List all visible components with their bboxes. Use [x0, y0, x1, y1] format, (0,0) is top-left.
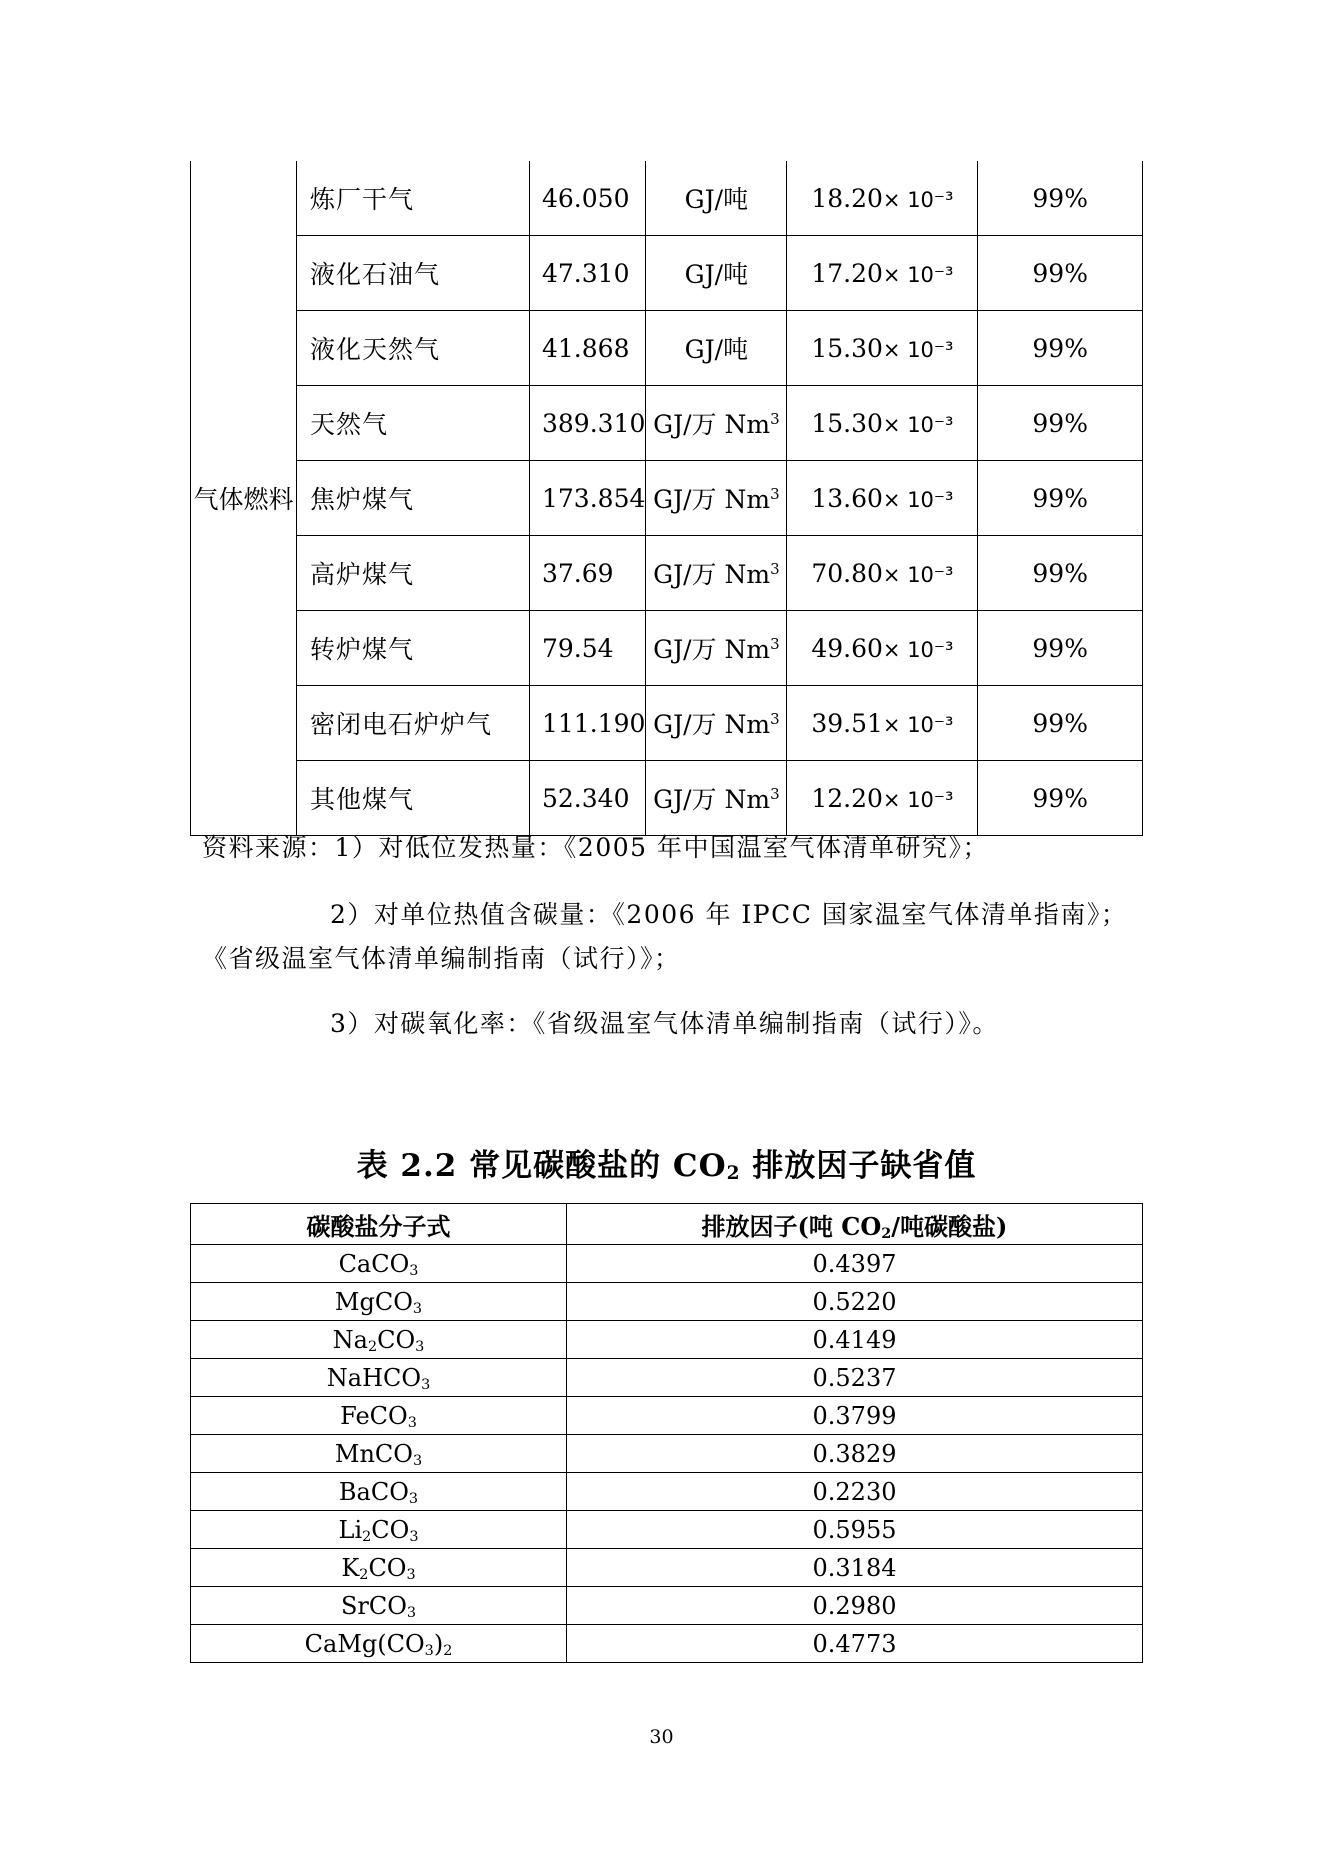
heat-value: 52.340: [530, 761, 646, 836]
formula-sub-2: 3: [406, 1566, 416, 1583]
emission-factor: 0.2230: [567, 1473, 1143, 1511]
fuel-name: 焦炉煤气: [297, 461, 530, 536]
carbon-content: [787, 161, 978, 236]
table-2-title-pre: 表 2.2 常见碳酸盐的 CO: [356, 1148, 727, 1184]
formula-part-1: Li: [338, 1515, 363, 1544]
fuel-table-body: [191, 161, 1143, 836]
formula-sub-1: 2: [362, 1528, 372, 1545]
fuel-name: 液化石油气: [297, 236, 530, 311]
formula-sub-1: 3: [408, 1490, 419, 1507]
heat-value: 47.310: [530, 236, 646, 311]
carbonate-formula: [191, 1245, 567, 1283]
formula-part-2: CO: [377, 1325, 416, 1354]
carbon-exponent: × 10⁻³: [882, 187, 954, 212]
formula-sub-2: 3: [409, 1528, 419, 1545]
heat-unit-main: GJ/万 Nm: [653, 485, 771, 514]
carbonate-formula: [191, 1283, 567, 1321]
formula-part-1: CaMg(CO: [304, 1629, 425, 1658]
formula-sub-1: 3: [424, 1642, 434, 1659]
carbonate-formula: [191, 1511, 567, 1549]
header-formula: 碳酸盐分子式: [191, 1204, 567, 1245]
formula-part-1: K: [341, 1553, 360, 1582]
carbon-exponent: × 10⁻³: [882, 712, 954, 737]
heat-value: 389.310: [530, 386, 646, 461]
table-2-title: [190, 1140, 1143, 1185]
heat-unit: [646, 761, 787, 836]
heat-unit: [646, 461, 787, 536]
formula-part-1: SrCO: [340, 1591, 407, 1620]
fuel-name: 密闭电石炉炉气: [297, 686, 530, 761]
heat-unit-sup: 3: [770, 635, 780, 653]
carbonate-formula: [191, 1397, 567, 1435]
heat-unit: [646, 161, 787, 236]
fuel-name: 转炉煤气: [297, 611, 530, 686]
oxidation-rate: 99%: [978, 311, 1143, 386]
heat-unit: [646, 686, 787, 761]
heat-value: 173.854: [530, 461, 646, 536]
carbon-exponent: × 10⁻³: [882, 412, 954, 437]
formula-sub-1: 3: [407, 1414, 417, 1431]
source-note-1: 资料来源：1）对低位发热量：《2005 年中国温室气体清单研究》；: [202, 833, 989, 862]
heat-value: 46.050: [530, 161, 646, 236]
carbon-base: 15.30: [811, 408, 883, 438]
carbon-exponent: × 10⁻³: [882, 487, 954, 512]
carbonate-formula: [191, 1625, 567, 1663]
formula-part-1: NaHCO: [326, 1363, 422, 1392]
carbonate-formula: [191, 1549, 567, 1587]
fuel-row: [191, 311, 1143, 386]
fuel-row: [191, 686, 1143, 761]
heat-unit-main: GJ/吨: [684, 335, 749, 364]
carbonate-table-header: [191, 1204, 1143, 1245]
carbon-content: [787, 536, 978, 611]
carbonate-row: [191, 1587, 1143, 1625]
header-factor: [567, 1204, 1143, 1245]
formula-part-1: Na: [332, 1325, 368, 1354]
carbonate-row: [191, 1549, 1143, 1587]
oxidation-rate: 99%: [978, 761, 1143, 836]
carbon-exponent: × 10⁻³: [882, 787, 954, 812]
heat-unit: [646, 536, 787, 611]
formula-part-1: MgCO: [334, 1287, 413, 1316]
oxidation-rate: 99%: [978, 236, 1143, 311]
fuel-category: 气体燃料: [191, 161, 297, 836]
emission-factor: 0.5955: [567, 1511, 1143, 1549]
table-2-title-post: 排放因子缺省值: [740, 1148, 977, 1184]
emission-factor: 0.5237: [567, 1359, 1143, 1397]
heat-unit-sup: 3: [770, 560, 780, 578]
formula-sub-2: 3: [415, 1338, 425, 1355]
formula-sub-1: 3: [409, 1262, 419, 1279]
header-factor-sub: 2: [881, 1224, 892, 1242]
carbonate-formula: [191, 1359, 567, 1397]
carbonate-row: [191, 1473, 1143, 1511]
carbonate-row: [191, 1435, 1143, 1473]
heat-value: 41.868: [530, 311, 646, 386]
emission-factor: 0.4149: [567, 1321, 1143, 1359]
emission-factor: 0.3829: [567, 1435, 1143, 1473]
formula-part-1: FeCO: [340, 1401, 408, 1430]
formula-part-2: CO: [371, 1515, 410, 1544]
fuel-row: [191, 611, 1143, 686]
heat-value: 37.69: [530, 536, 646, 611]
fuel-emission-table: [190, 161, 1143, 836]
carbon-exponent: × 10⁻³: [882, 562, 954, 587]
fuel-row: [191, 161, 1143, 236]
carbonate-row: [191, 1245, 1143, 1283]
emission-factor: 0.4773: [567, 1625, 1143, 1663]
emission-factor: 0.3184: [567, 1549, 1143, 1587]
carbonate-row: [191, 1283, 1143, 1321]
formula-sub-1: 3: [412, 1452, 423, 1469]
fuel-name: 炼厂干气: [297, 161, 530, 236]
carbon-exponent: × 10⁻³: [882, 637, 954, 662]
oxidation-rate: 99%: [978, 536, 1143, 611]
heat-unit-main: GJ/万 Nm: [653, 710, 771, 739]
fuel-row: [191, 236, 1143, 311]
oxidation-rate: 99%: [978, 611, 1143, 686]
fuel-row: [191, 461, 1143, 536]
heat-unit-sup: 3: [770, 410, 780, 428]
formula-part-1: BaCO: [338, 1477, 409, 1506]
carbonate-formula: [191, 1587, 567, 1625]
fuel-row: [191, 386, 1143, 461]
formula-part-2: CO: [368, 1553, 407, 1582]
heat-unit-sup: 3: [770, 710, 780, 728]
carbonate-formula: [191, 1435, 567, 1473]
formula-part-2: ): [433, 1629, 444, 1658]
emission-factor: 0.3799: [567, 1397, 1143, 1435]
carbonate-table-body: [191, 1245, 1143, 1663]
heat-value: 79.54: [530, 611, 646, 686]
heat-unit-sup: 3: [770, 785, 780, 803]
carbon-content: [787, 311, 978, 386]
heat-unit: [646, 386, 787, 461]
emission-factor: 0.4397: [567, 1245, 1143, 1283]
formula-sub-2: 2: [443, 1642, 453, 1659]
heat-unit-main: GJ/万 Nm: [653, 560, 771, 589]
formula-sub-1: 2: [367, 1338, 378, 1355]
heat-unit-main: GJ/万 Nm: [653, 635, 771, 664]
source-note-3: 3）对碳氧化率：《省级温室气体清单编制指南（试行）》。: [330, 1009, 999, 1038]
formula-sub-1: 3: [412, 1300, 423, 1317]
oxidation-rate: 99%: [978, 461, 1143, 536]
heat-unit: [646, 311, 787, 386]
heat-value: 111.190: [530, 686, 646, 761]
fuel-name: 天然气: [297, 386, 530, 461]
source-note-2-text: 2）对单位热值含碳量：《2006 年 IPCC 国家温室气体清单指南》；《省级温室气体清单编制指南（试行）》；: [202, 900, 1128, 973]
carbon-base: 13.60: [811, 483, 883, 513]
carbon-exponent: × 10⁻³: [882, 337, 954, 362]
header-factor-pre: 排放因子(吨 CO: [701, 1211, 882, 1241]
carbonate-formula: [191, 1321, 567, 1359]
carbonate-row: [191, 1511, 1143, 1549]
formula-sub-1: 3: [421, 1376, 431, 1393]
oxidation-rate: 99%: [978, 161, 1143, 236]
carbon-base: 49.60: [811, 633, 883, 663]
heat-unit-main: GJ/万 Nm: [653, 410, 771, 439]
heat-unit-main: GJ/万 Nm: [653, 785, 771, 814]
formula-sub-1: 2: [359, 1566, 369, 1583]
carbon-content: [787, 461, 978, 536]
oxidation-rate: 99%: [978, 686, 1143, 761]
carbon-base: 17.20: [811, 258, 883, 288]
carbonate-row: [191, 1359, 1143, 1397]
emission-factor: 0.5220: [567, 1283, 1143, 1321]
carbon-content: [787, 386, 978, 461]
heat-unit: [646, 236, 787, 311]
heat-unit-main: GJ/吨: [684, 185, 749, 214]
source-note-2: [202, 893, 1132, 981]
formula-part-1: MnCO: [334, 1439, 413, 1468]
carbon-base: 18.20: [811, 183, 883, 213]
table-2-title-sub: 2: [726, 1163, 741, 1184]
heat-unit-main: GJ/吨: [684, 260, 749, 289]
carbon-content: [787, 686, 978, 761]
formula-sub-1: 3: [406, 1604, 417, 1621]
carbon-base: 70.80: [811, 558, 883, 588]
formula-part-1: CaCO: [338, 1249, 410, 1278]
fuel-name: 其他煤气: [297, 761, 530, 836]
carbonate-formula: [191, 1473, 567, 1511]
carbon-base: 12.20: [811, 783, 883, 813]
carbon-base: 39.51: [811, 708, 883, 738]
heat-unit-sup: 3: [770, 485, 780, 503]
fuel-row: [191, 536, 1143, 611]
oxidation-rate: 99%: [978, 386, 1143, 461]
heat-unit: [646, 611, 787, 686]
carbon-content: [787, 761, 978, 836]
page-number: 30: [649, 1726, 674, 1748]
carbonate-emission-table: [190, 1203, 1143, 1663]
fuel-name: 高炉煤气: [297, 536, 530, 611]
carbon-base: 15.30: [811, 333, 883, 363]
emission-factor: 0.2980: [567, 1587, 1143, 1625]
fuel-row: [191, 761, 1143, 836]
carbonate-row: [191, 1625, 1143, 1663]
header-factor-post: /吨碳酸盐): [891, 1211, 1008, 1241]
carbon-content: [787, 236, 978, 311]
carbonate-row: [191, 1321, 1143, 1359]
carbon-content: [787, 611, 978, 686]
carbon-exponent: × 10⁻³: [882, 262, 954, 287]
carbonate-row: [191, 1397, 1143, 1435]
fuel-name: 液化天然气: [297, 311, 530, 386]
